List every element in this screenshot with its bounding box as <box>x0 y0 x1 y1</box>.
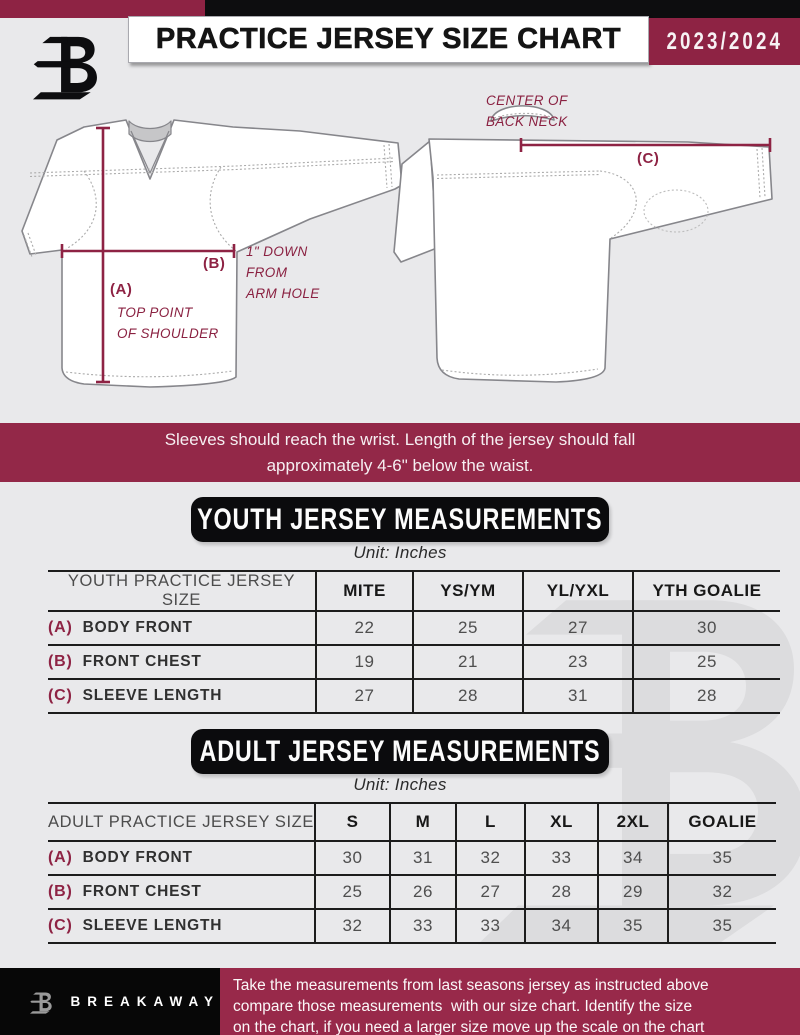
adult-header-row <box>48 803 776 841</box>
cell-value: 21 <box>413 645 523 679</box>
cell-value: 33 <box>390 909 456 943</box>
footer-instructions-line1: Take the measurements from last seasons jersey as instructed above <box>233 977 709 994</box>
fit-notice-line1: Sleeves should reach the wrist. Length of the jersey should fall <box>164 430 636 449</box>
table-row <box>48 875 776 909</box>
cell-value: 23 <box>523 645 633 679</box>
table-row <box>48 909 776 943</box>
cell-value: 35 <box>668 909 776 943</box>
cell-value: 25 <box>633 645 780 679</box>
marker-c: (C) <box>637 150 660 167</box>
adult-col-header-xl: XL <box>525 803 598 841</box>
fit-notice-line2: approximately 4-6" below the waist. <box>266 455 534 475</box>
cell-value: 27 <box>523 611 633 645</box>
cell-value: 30 <box>315 841 390 875</box>
cell-value: 33 <box>456 909 525 943</box>
adult-section-title: ADULT JERSEY MEASUREMENTS <box>199 734 601 768</box>
youth-col-header-ylyxl: YL/YXL <box>523 571 633 611</box>
cell-value: 32 <box>668 875 776 909</box>
youth-table-wrap <box>48 570 780 714</box>
adult-col-header-goalie: GOALIE <box>668 803 776 841</box>
page-title: PRACTICE JERSEY SIZE CHART <box>155 23 622 55</box>
footer-instructions <box>220 968 800 1035</box>
youth-col-header-goalie: YTH GOALIE <box>633 571 780 611</box>
cell-value: 35 <box>598 909 668 943</box>
youth-col-header-size: YOUTH PRACTICE JERSEY SIZE <box>48 571 316 611</box>
cell-value: 32 <box>315 909 390 943</box>
adult-col-header-m: M <box>390 803 456 841</box>
marker-b-caption: 1" DOWN FROM ARM HOLE <box>246 244 320 301</box>
cell-value: 32 <box>456 841 525 875</box>
row-key: (B) <box>48 883 73 900</box>
marker-a: (A) <box>110 281 133 298</box>
youth-section-header <box>191 497 609 542</box>
cell-value: 29 <box>598 875 668 909</box>
adult-table-wrap <box>48 802 776 944</box>
table-row <box>48 611 780 645</box>
row-label: FRONT CHEST <box>82 883 202 900</box>
youth-col-header-mite: MITE <box>316 571 413 611</box>
row-key: (A) <box>48 849 73 866</box>
table-row <box>48 679 780 713</box>
adult-unit-label: Unit: Inches <box>353 775 447 794</box>
footer-instructions-line3: on the chart, if you need a larger size move up the scale on the chart <box>233 1019 705 1035</box>
cell-value: 34 <box>525 909 598 943</box>
table-row <box>48 841 776 875</box>
cell-value: 35 <box>668 841 776 875</box>
breakaway-footer-logo-icon <box>30 983 56 1021</box>
row-key: (C) <box>48 917 73 934</box>
row-label: BODY FRONT <box>82 619 193 636</box>
row-label: SLEEVE LENGTH <box>82 687 223 704</box>
fit-notice-banner <box>0 423 800 482</box>
footer-brand-block <box>0 968 220 1035</box>
cell-value: 28 <box>633 679 780 713</box>
cell-value: 34 <box>598 841 668 875</box>
cell-value: 22 <box>316 611 413 645</box>
row-key: (A) <box>48 619 73 636</box>
row-label: FRONT CHEST <box>82 653 202 670</box>
marker-a-caption: TOP POINT OF SHOULDER <box>117 305 219 341</box>
row-label: SLEEVE LENGTH <box>82 917 223 934</box>
row-label: BODY FRONT <box>82 849 193 866</box>
row-key: (B) <box>48 653 73 670</box>
cell-value: 31 <box>390 841 456 875</box>
adult-col-header-l: L <box>456 803 525 841</box>
cell-value: 27 <box>316 679 413 713</box>
cell-value: 31 <box>523 679 633 713</box>
cell-value: 25 <box>413 611 523 645</box>
brand-name: BREAKAWAY <box>70 994 220 1009</box>
cell-value: 26 <box>390 875 456 909</box>
youth-section-title: YOUTH JERSEY MEASUREMENTS <box>197 502 603 536</box>
youth-size-table <box>48 570 780 714</box>
cell-value: 27 <box>456 875 525 909</box>
adult-section-header <box>191 729 609 774</box>
youth-col-header-ysym: YS/YM <box>413 571 523 611</box>
cell-value: 28 <box>525 875 598 909</box>
youth-header-row <box>48 571 780 611</box>
footer-instructions-line2: compare those measurements with our size chart. Identify the size <box>233 998 693 1016</box>
adult-size-table <box>48 802 776 944</box>
adult-col-header-2xl: 2XL <box>598 803 668 841</box>
cell-value: 25 <box>315 875 390 909</box>
marker-c-caption: CENTER OF BACK NECK <box>486 93 568 129</box>
cell-value: 19 <box>316 645 413 679</box>
adult-col-header-size: ADULT PRACTICE JERSEY SIZE <box>48 803 315 841</box>
table-row <box>48 645 780 679</box>
cell-value: 33 <box>525 841 598 875</box>
adult-col-header-s: S <box>315 803 390 841</box>
marker-b: (B) <box>203 255 226 272</box>
season-label: 2023/2024 <box>666 27 783 55</box>
cell-value: 28 <box>413 679 523 713</box>
cell-value: 30 <box>633 611 780 645</box>
youth-unit-label: Unit: Inches <box>353 543 447 562</box>
jersey-back-diagram <box>394 106 772 382</box>
row-key: (C) <box>48 687 73 704</box>
